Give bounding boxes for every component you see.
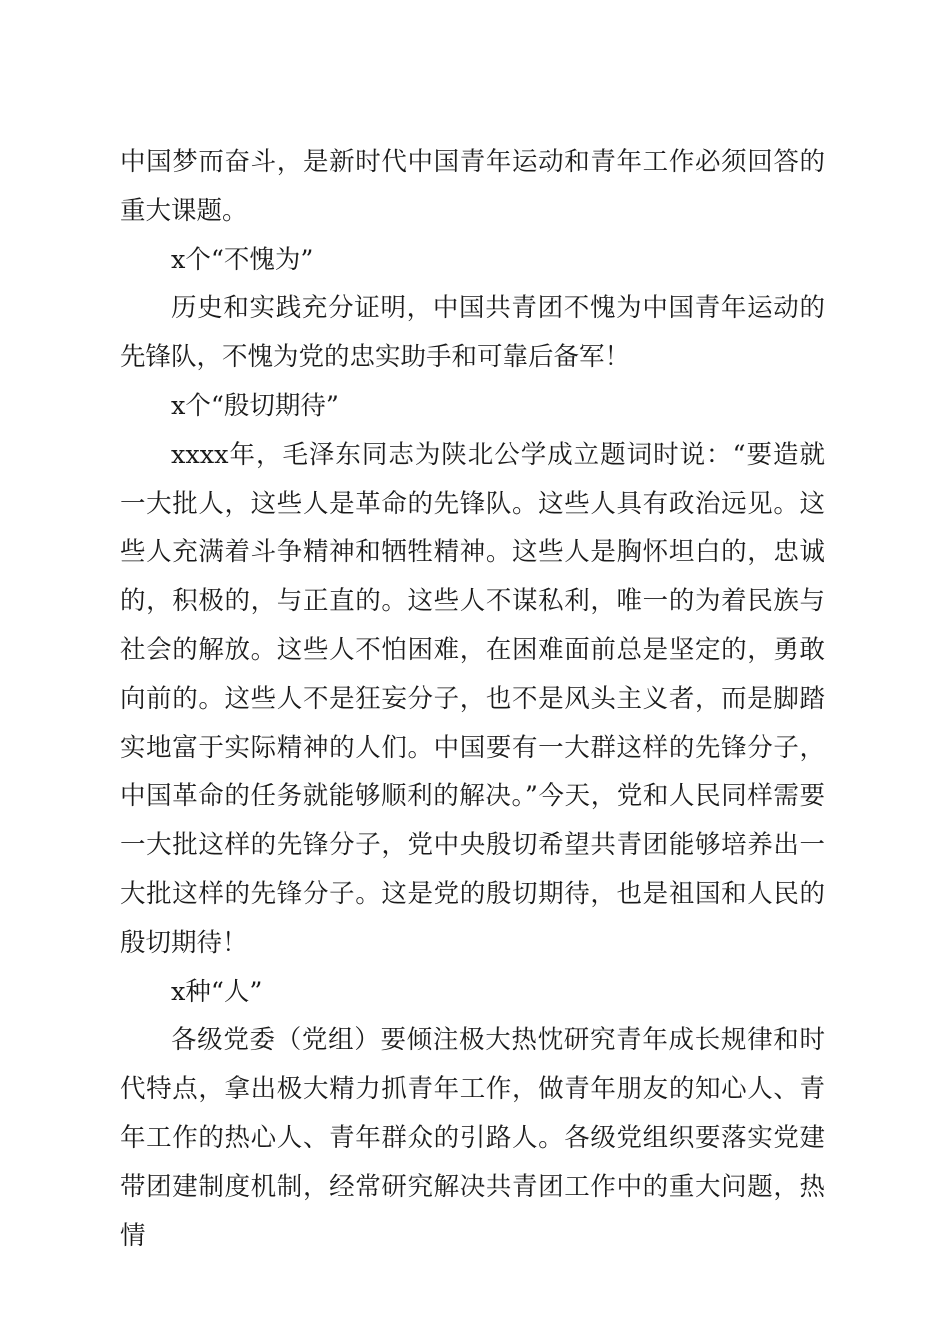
- paragraph-continued: 中国梦而奋斗，是新时代中国青年运动和青年工作必须回答的重大课题。: [120, 147, 825, 226]
- section-heading-ren: x种“人”: [171, 976, 263, 1007]
- paragraph-mao-inscription: xxxx年，毛泽东同志为陕北公学成立题词时说：“要造就一大批人，这些人是革命的先锋队。这些人具有政治远见。这些人充满着斗争精神和牺牲精神。这些人是胸怀坦白的，忠诚的，积极的，与正直的。这些人不谋私利，唯一的为着民族与社会的解放。这些人不怕困难，在困难面前总是坚定的，勇敢向前的。这些人不是狂妄分子，也不是风头主义者，而是脚踏实地富于实际精神的人们。中国要有一大群这样的先锋分子，中国革命的任务就能够顺利的解决。”今天，党和人民同样需要一大批这样的先锋分子，党中央殷切希望共青团能够培养出一大批这样的先锋分子。这是党的殷切期待，也是祖国和人民的殷切期待！: [120, 439, 825, 958]
- paragraph-history-practice: 历史和实践充分证明，中国共青团不愧为中国青年运动的先锋队，不愧为党的忠实助手和可靠后备军！: [120, 293, 825, 373]
- paragraph-party-committees: 各级党委（党组）要倾注极大热忱研究青年成长规律和时代特点，拿出极大精力抓青年工作，做青年朋友的知心人、青年工作的热心人、青年群众的引路人。各级党组织要落实党建带团建制度机制，经常研究解决共青团工作中的重大问题，热情: [120, 1025, 825, 1251]
- section-heading-bukuiwei: x个“不愧为”: [171, 244, 314, 275]
- document-body: [120, 138, 825, 1260]
- section-heading-yinqie-qidai: x个“殷切期待”: [171, 390, 339, 421]
